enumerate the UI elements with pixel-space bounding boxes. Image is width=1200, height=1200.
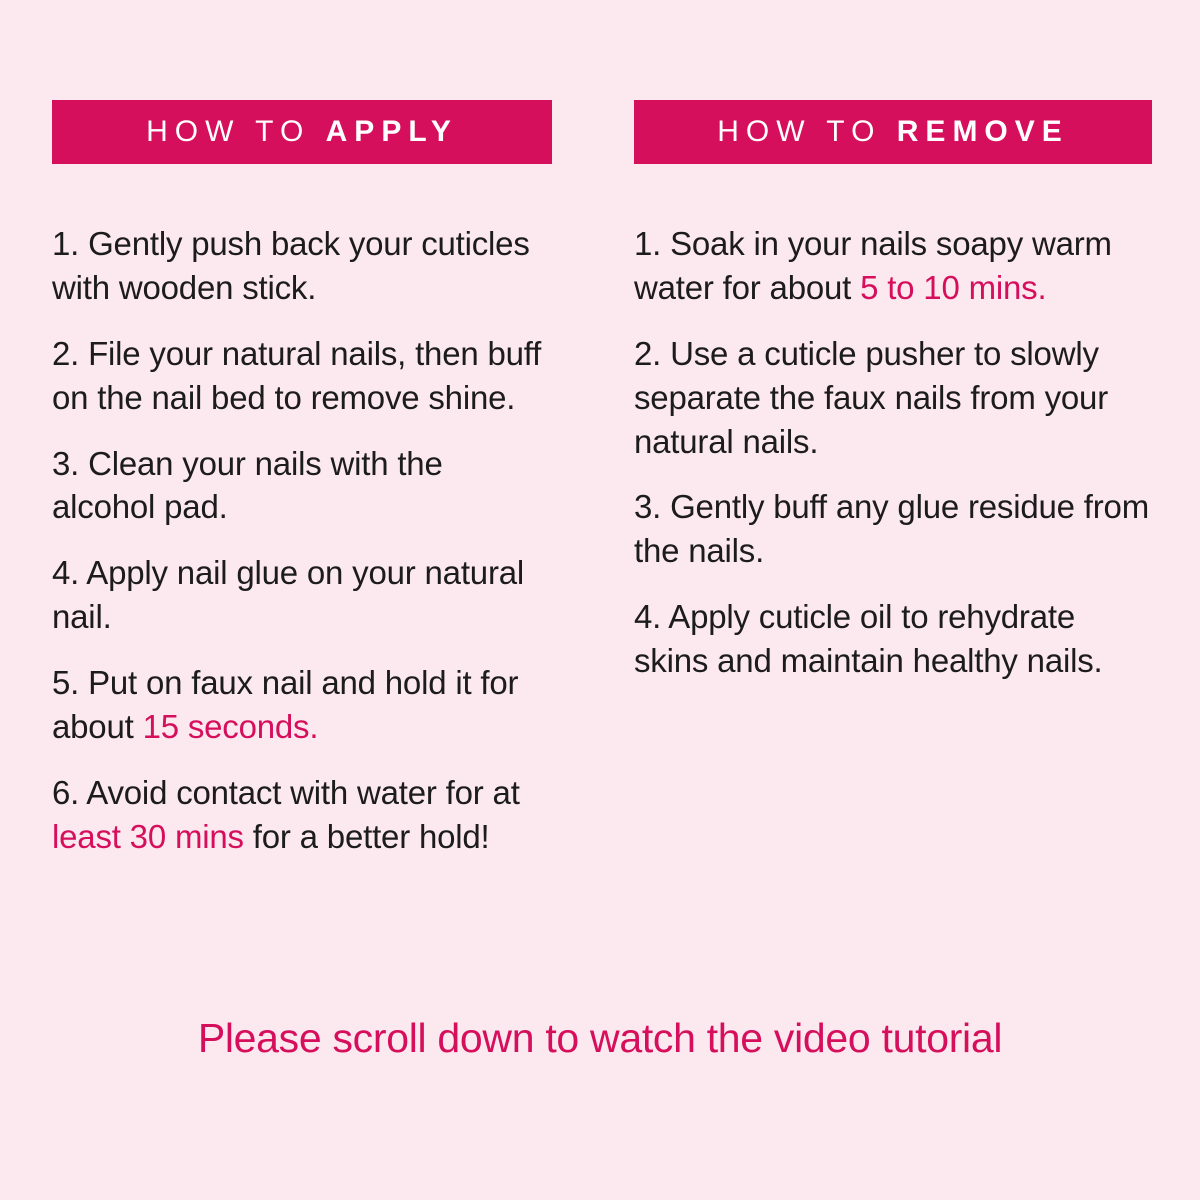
step-text: 3. Clean your nails with the alcohol pad. — [52, 444, 443, 526]
column-remove — [634, 100, 1152, 881]
step-text: 4. Apply nail glue on your natural nail. — [52, 554, 525, 636]
scroll-down-note: Please scroll down to watch the video tutorial — [197, 1015, 1003, 1061]
heading-apply-light: HOW TO — [146, 115, 326, 148]
instruction-step — [52, 661, 552, 749]
instruction-step — [634, 595, 1152, 683]
heading-how-to-remove — [634, 100, 1152, 164]
heading-apply-bold: APPLY — [325, 115, 458, 148]
column-apply — [52, 100, 552, 881]
instruction-step — [52, 771, 552, 859]
highlighted-text: 15 seconds. — [142, 707, 319, 745]
heading-remove-light: HOW TO — [717, 115, 897, 148]
step-text: 3. Gently buff any glue residue from the nails. — [634, 488, 1149, 570]
instruction-step — [634, 332, 1152, 464]
step-text: for a better hold! — [252, 817, 490, 855]
highlighted-text: least 30 mins — [52, 817, 253, 855]
step-text: 1. Soak in your nails soapy warm water for about — [634, 225, 1112, 306]
apply-steps-list — [52, 222, 552, 859]
instruction-step — [634, 222, 1152, 310]
instruction-step — [52, 551, 552, 639]
remove-steps-list — [634, 222, 1152, 683]
step-text: 2. File your natural nails, then buff on the nail bed to remove shine. — [52, 334, 542, 416]
heading-how-to-apply — [52, 100, 552, 164]
step-text: 4. Apply cuticle oil to rehydrate skins and maintain healthy nails. — [634, 598, 1103, 679]
step-text: 5. Put on faux nail and hold it for about — [52, 664, 519, 745]
instruction-step — [52, 222, 552, 310]
highlighted-text: 5 to 10 mins. — [860, 268, 1047, 306]
heading-remove-bold: REMOVE — [896, 115, 1069, 148]
instruction-step — [634, 485, 1152, 573]
step-text: 1. Gently push back your cuticles with wooden stick. — [52, 225, 530, 306]
instruction-step — [52, 442, 552, 530]
instruction-step — [52, 332, 552, 420]
step-text: 6. Avoid contact with water for at — [52, 773, 520, 811]
step-text: 2. Use a cuticle pusher to slowly separate the faux nails from your natural nails. — [634, 334, 1108, 460]
